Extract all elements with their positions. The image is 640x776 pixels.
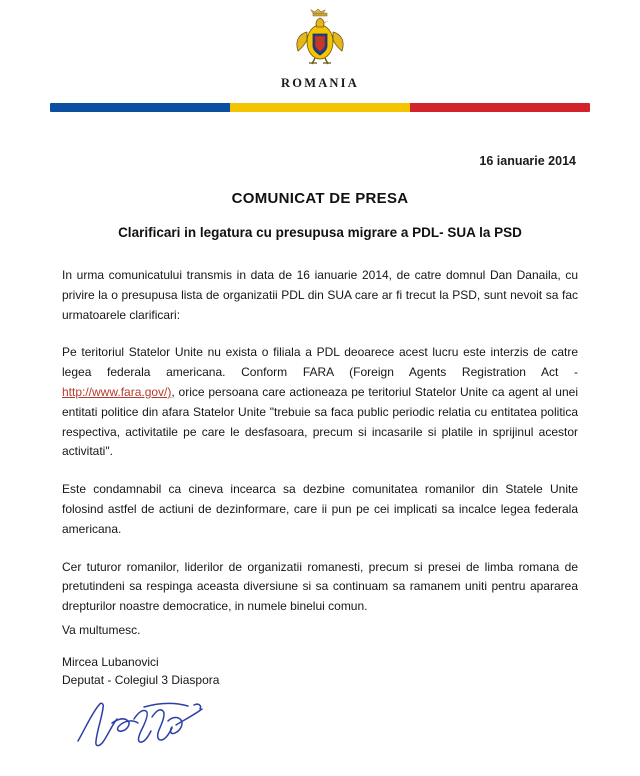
closing-text: Va multumesc.: [62, 622, 141, 637]
document-date: 16 ianuarie 2014: [479, 154, 576, 168]
country-name: ROMANIA: [281, 76, 359, 90]
signature-block: [62, 653, 578, 689]
paragraph-intro: In urma comunicatului transmis in data de 16 ianuarie 2014, de catre domnul Dan Danaila, cu privire la o presupusa lista de organizatii PDL din SUA care ar fi trecut la PSD, sunt nevoit sa fac urmatoarele clarificari:: [62, 268, 578, 322]
paragraph-fara: [62, 343, 578, 462]
document-subtitle: Clarificari in legatura cu presupusa migrare a PDL- SUA la PSD: [118, 225, 522, 240]
page-title: COMUNICAT DE PRESA: [231, 190, 409, 207]
tricolor-bar: [50, 103, 590, 112]
paragraph-appeal: Cer tuturor romanilor, liderilor de organizatii romanesti, precum si presei de limba romana de pretutindeni sa respinga aceasta diversiune si sa continuam sa ramanem uniti pentru apararea drepturilor noastre democratice, in numele binelui comun.: [62, 559, 578, 614]
handwritten-signature-icon: [72, 697, 232, 755]
paragraph-condemnation: Este condamnabil ca cineva incearca sa dezbine comunitatea romanilor din Statele Unite folosind astfel de actiuni de dezinformare, care ii pun pe cei implicati sa incalce legea federala americana.: [62, 482, 578, 536]
tricolor-yellow-stripe: [230, 103, 410, 112]
document-body: [0, 154, 640, 755]
signer-role: Deputat - Colegiul 3 Diaspora: [62, 672, 220, 687]
document-paragraphs: [62, 266, 578, 617]
tricolor-blue-stripe: [50, 103, 230, 112]
fara-website-link[interactable]: http://www.fara.gov/): [62, 384, 172, 399]
paragraph-fara-after: , orice persoana care actioneaza pe teritoriul Statelor Unite ca agent al unei entitati politice din afara Statelor Unite "trebuie sa faca public periodic relatia cu entitatea politica respectiva, activitatile pe care le desfasoara, precum si incasarile si platile in sprijinul acestor activitati".: [62, 384, 578, 459]
romania-coat-of-arms-icon: [289, 8, 351, 74]
document-header: [0, 0, 640, 91]
signer-name: Mircea Lubanovici: [62, 654, 159, 669]
paragraph-fara-before: Pe teritoriul Statelor Unite nu exista o filiala a PDL deoarece acest lucru este interzis de catre legea federala americana. Conform FARA (Foreign Agents Registration Act -: [62, 345, 578, 380]
tricolor-red-stripe: [410, 103, 590, 112]
